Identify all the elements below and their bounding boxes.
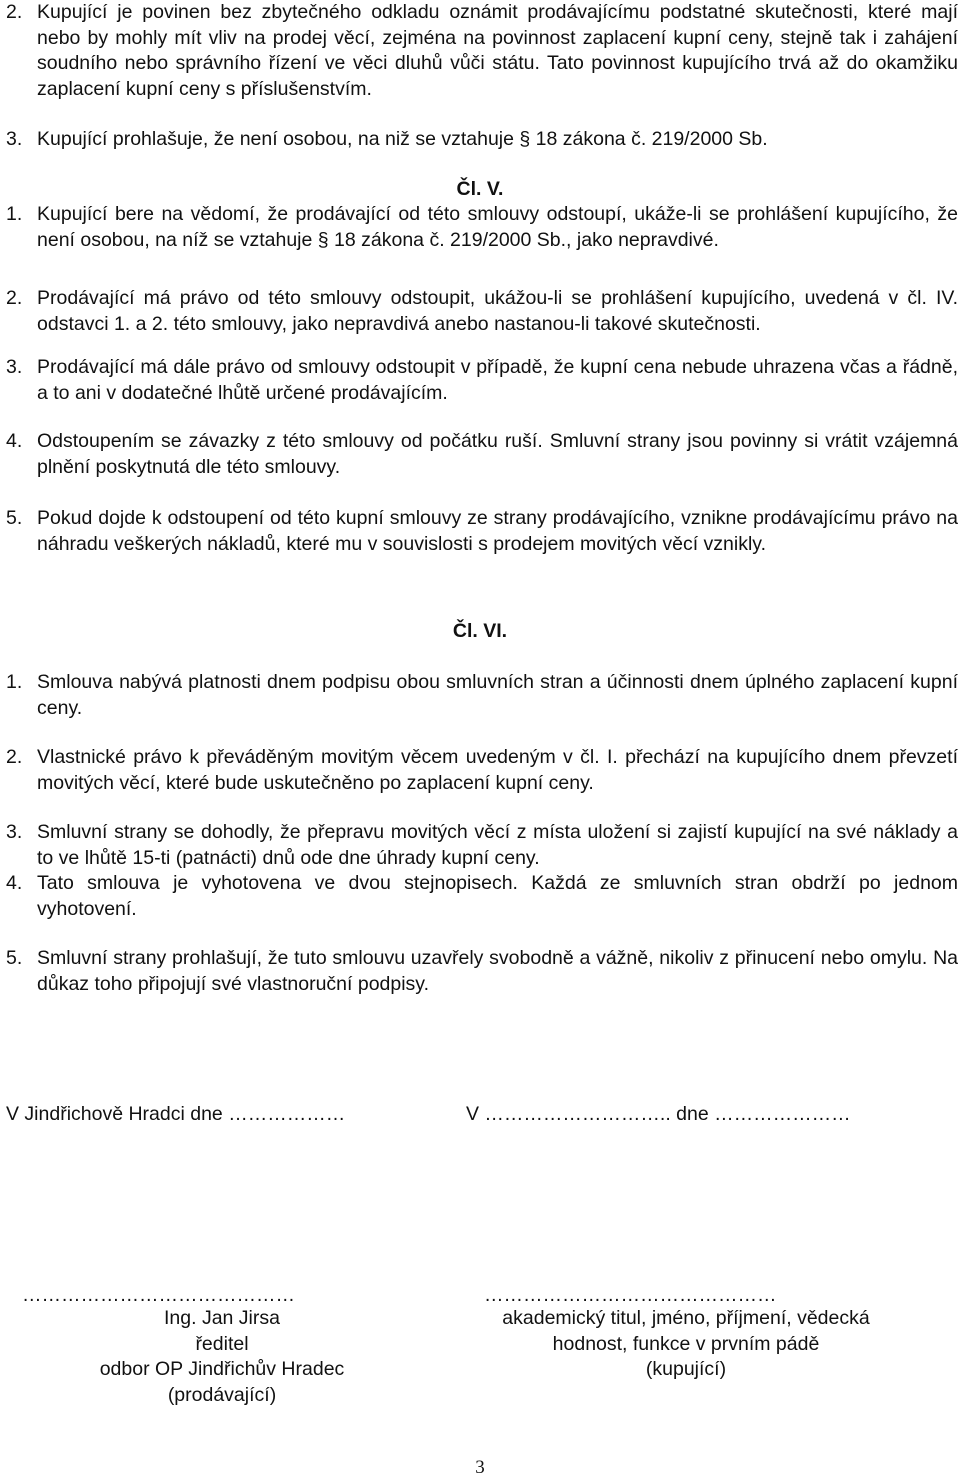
clause-text: Kupující je povinen bez zbytečného odkladu oznámit prodávajícímu podstatné skutečnosti, které mají nebo by mohly mít vliv na prodej věcí, zejména na povinnost zaplacení kupní ceny, stejně tak i zahájení soudního nebo správního řízení ve věci dluhů vůči státu. Tato povinnost kupujícího trvá až do okamžiku zaplacení kupní ceny s příslušenstvím.	[37, 1, 958, 100]
clause-5-2	[6, 286, 958, 337]
clause-number: 2.	[6, 746, 23, 768]
seller-name: Ing. Jan Jirsa	[164, 1307, 280, 1329]
clause-number: 2.	[6, 1, 23, 23]
clause-5-4	[6, 429, 958, 480]
clause-5-1	[6, 202, 958, 253]
clause-text: Prodávající má právo od této smlouvy odstoupit, ukážou-li se prohlášení kupujícího, uvedená v čl. IV. odstavci 1. a 2. této smlouvy, jako nepravdivá anebo nastanou-li takové skutečnosti.	[37, 287, 958, 335]
clause-5-5	[6, 506, 958, 557]
clause-6-1	[6, 670, 958, 721]
seller-role: (prodávající)	[167, 1383, 277, 1406]
place-date-seller: V Jindřichově Hradci dne ………………	[6, 1103, 346, 1125]
buyer-name-line-2: hodnost, funkce v prvním pádě	[552, 1332, 820, 1355]
clause-4-2	[6, 0, 958, 102]
clause-4-3	[6, 127, 958, 153]
clause-text: Smlouva nabývá platnosti dnem podpisu obou smluvních stran a účinnosti dnem úplného zaplacení kupní ceny.	[37, 671, 958, 719]
clause-number: 4.	[6, 430, 23, 452]
clause-number: 5.	[6, 947, 23, 969]
buyer-role: (kupující)	[645, 1358, 727, 1380]
buyer-signature-line: ………………………………………	[484, 1284, 777, 1306]
clause-6-4	[6, 871, 958, 922]
clause-text: Tato smlouva je vyhotovena ve dvou stejnopisech. Každá ze smluvních stran obdrží po jednom vyhotovení.	[37, 872, 958, 920]
clause-text: Smluvní strany prohlašují, že tuto smlouvu uzavřely svobodně a vážně, nikoliv z přinucení nebo omylu. Na důkaz toho připojují své vlastnoruční podpisy.	[37, 947, 958, 995]
clause-6-2	[6, 745, 958, 796]
clause-text: Kupující prohlašuje, že není osobou, na niž se vztahuje § 18 zákona č. 219/2000 Sb.	[37, 128, 768, 150]
clause-text: Pokud dojde k odstoupení od této kupní smlouvy ze strany prodávajícího, vznikne prodávajícímu právo na náhradu veškerých nákladů, které mu v souvislosti s prodejem movitých věcí vznikly.	[37, 507, 958, 555]
section-heading-vi: Čl. VI.	[452, 620, 508, 642]
buyer-name-line-1: akademický titul, jméno, příjmení, vědecká	[502, 1307, 870, 1329]
clause-number: 1.	[6, 671, 23, 693]
clause-text: Odstoupením se závazky z této smlouvy od počátku ruší. Smluvní strany jsou povinny si vrátit vzájemná plnění poskytnutá dle této smlouvy.	[37, 430, 958, 478]
clause-number: 4.	[6, 872, 23, 894]
clause-6-5	[6, 946, 958, 997]
clause-text: Smluvní strany se dohodly, že přepravu movitých věcí z místa uložení si zajistí kupující na své náklady a to ve lhůtě 15-ti (patnácti) dnů ode dne úhrady kupní ceny.	[37, 821, 958, 869]
clause-6-3	[6, 820, 958, 871]
buyer-signature-block	[456, 1306, 916, 1383]
clause-number: 3.	[6, 356, 23, 378]
seller-position: ředitel	[195, 1332, 249, 1355]
seller-signature-block	[62, 1306, 382, 1408]
clause-text: Prodávající má dále právo od smlouvy odstoupit v případě, že kupní cena nebude uhrazena včas a řádně, a to ani v dodatečné lhůtě určené prodávajícím.	[37, 356, 958, 404]
seller-department: odbor OP Jindřichův Hradec	[99, 1358, 345, 1380]
clause-number: 2.	[6, 287, 23, 309]
clause-text: Vlastnické právo k převáděným movitým věcem uvedeným v čl. I. přechází na kupujícího dnem převzetí movitých věcí, které bude uskutečněno po zaplacení kupní ceny.	[37, 746, 958, 794]
page-number: 3	[475, 1457, 485, 1478]
place-date-buyer: V ……………………….. dne …………………	[466, 1103, 851, 1125]
clause-5-3	[6, 355, 958, 406]
section-heading-v: Čl. V.	[456, 178, 504, 200]
clause-number: 3.	[6, 128, 23, 150]
seller-signature-line: ……………………………………	[22, 1284, 295, 1306]
clause-number: 1.	[6, 203, 23, 225]
clause-text: Kupující bere na vědomí, že prodávající od této smlouvy odstoupí, ukáže-li se prohlášení kupujícího, že není osobou, na níž se vztahuje § 18 zákona č. 219/2000 Sb., jako nepravdivé.	[37, 203, 958, 251]
clause-number: 3.	[6, 821, 23, 843]
clause-number: 5.	[6, 507, 23, 529]
